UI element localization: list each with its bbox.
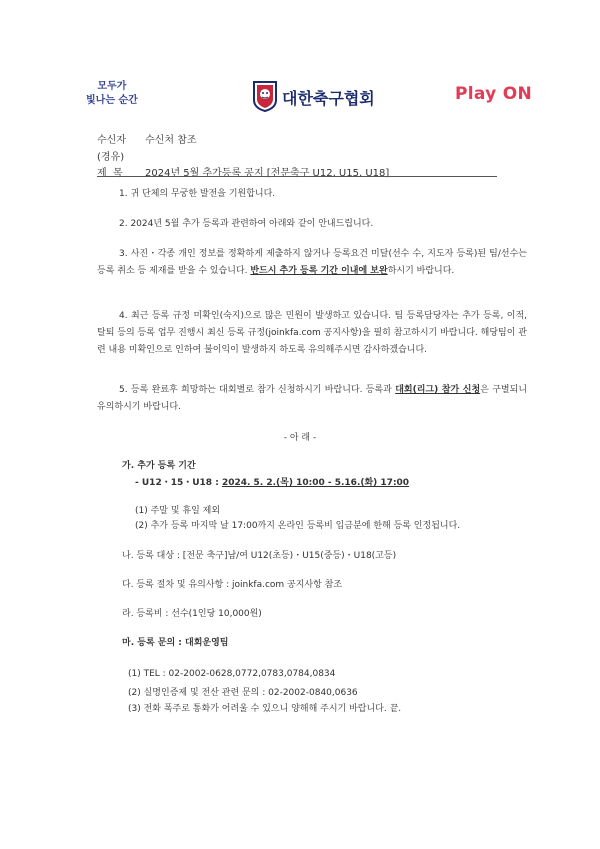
header-divider xyxy=(97,176,497,177)
recipient-value: 수신처 참조 xyxy=(145,135,197,146)
contact-line-1: (1) TEL : 02-2002-0628,0772,0783,0784,0834 xyxy=(128,669,336,679)
contact-line-3: (3) 전화 폭주로 통화가 어려울 수 있으니 양해해 주시기 바랍니다. 끝. xyxy=(128,704,402,714)
paragraph-4 xyxy=(97,308,527,359)
subject-label: 제 목 xyxy=(97,168,123,179)
via-label: (경유) xyxy=(97,152,125,163)
period-prefix: - U12・15・U18 : xyxy=(135,478,222,488)
period-note-1: (1) 주말 및 휴일 제외 xyxy=(135,506,221,516)
recipient-label: 수신자 xyxy=(97,135,126,146)
section-ga-title: 가. 추가 등록 기간 xyxy=(122,461,196,471)
paragraph-5-emphasis: 대회(리그) 참가 신청 xyxy=(395,385,481,395)
paragraph-2 xyxy=(97,216,527,233)
paragraph-3-emphasis: 반드시 추가 등록 기간 이내에 보완 xyxy=(250,266,388,276)
kfa-emblem-icon xyxy=(252,80,278,112)
organization-name: 대한축구협회 xyxy=(282,89,375,108)
section-da: 다. 등록 절차 및 유의사항 : joinkfa.com 공지사항 참조 xyxy=(122,580,343,590)
paragraph-3-tail: 하시기 바랍니다. xyxy=(387,266,455,276)
section-ra: 라. 등록비 : 선수(1인당 10,000원) xyxy=(122,609,262,619)
subject-value: 2024년 5월 추가등록 공지 [전문축구 U12, U15, U18] xyxy=(145,168,390,179)
paragraph-1 xyxy=(97,186,527,203)
paragraph-5-tail: 은 구별되니 유의하시기 바랍니다. xyxy=(97,385,528,412)
play-on-logo: Play ON xyxy=(455,84,533,104)
paragraph-2-text: 2. 2024년 5월 추가 등록과 관련하여 아래와 같이 안내드립니다. xyxy=(119,219,374,229)
paragraph-5 xyxy=(97,382,527,416)
notice-heading: - 아 래 - xyxy=(283,433,317,443)
paragraph-5-text: 5. 등록 완료후 희망하는 대회별로 참가 신청하시기 바랍니다. 등록과 xyxy=(119,385,396,395)
period-note-2: (2) 추가 등록 마지막 날 17:00까지 온라인 등록비 입금분에 한해 등록 인정됩니다. xyxy=(135,521,461,531)
section-na: 나. 등록 대상 : [전문 축구]남/여 U12(초등)・U15(중등)・U18(고등) xyxy=(122,551,397,561)
paragraph-3-text: 3. 사진・각종 개인 정보를 정확하게 제출하지 않거나 등록요건 미달(선수 수, 지도자 등록)된 팀/선수는 등록 취소 등 제재를 받을 수 있습니다. xyxy=(97,249,527,276)
paragraph-1-text: 1. 귀 단체의 무궁한 발전을 기원합니다. xyxy=(119,189,276,199)
section-ma: 마. 등록 문의 : 대회운영팀 xyxy=(122,638,229,648)
slogan-line-2: 빛나는 순간 xyxy=(86,95,138,106)
paragraph-4-text: 4. 최근 등록 규정 미확인(숙지)으로 많은 민원이 발생하고 있습니다. 팀 등록담당자는 추가 등록, 이적, 탈퇴 등의 등록 업무 진행시 최신 등록 규정(joinkfa.com 공지사항)을 필히 참고하시기 바랍니다. 해당팀이 관련 내용 미확인으로 인하여 불이익이 발생하지 하도록 유의해주시면 감사하겠습니다. xyxy=(97,311,527,355)
campaign-slogan xyxy=(86,80,138,108)
paragraph-3 xyxy=(97,246,527,280)
slogan-line-1: 모두가 xyxy=(97,81,127,92)
registration-period xyxy=(135,475,409,488)
period-dates: 2024. 5. 2.(목) 10:00 - 5.16.(화) 17:00 xyxy=(221,478,410,488)
contact-line-2: (2) 실명인증제 및 전산 관련 문의 : 02-2002-0840,0636 xyxy=(128,688,358,698)
